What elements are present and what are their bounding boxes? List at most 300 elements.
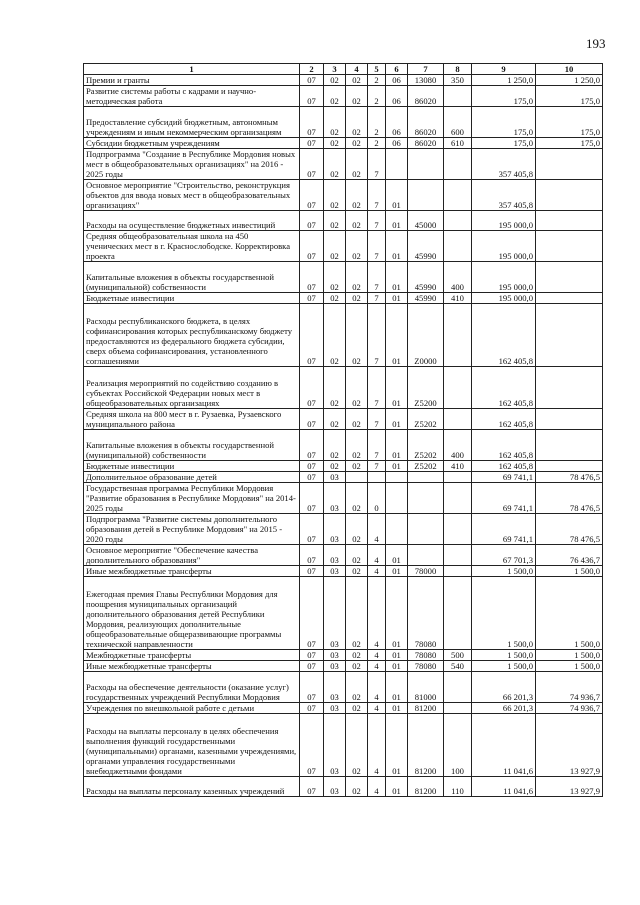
row-cell-c8: [444, 672, 472, 703]
row-cell-c3: 02: [324, 231, 346, 262]
row-cell-c8: [444, 149, 472, 180]
row-cell-c6: 01: [386, 293, 408, 304]
column-header-4: 4: [346, 64, 368, 75]
table-row: [84, 138, 603, 149]
row-cell-c8: [444, 180, 472, 211]
row-cell-c4: 02: [346, 262, 368, 293]
row-cell-c6: 06: [386, 75, 408, 86]
row-cell-c2: 07: [300, 703, 324, 714]
row-cell-c2: 07: [300, 231, 324, 262]
row-cell-c8: [444, 514, 472, 545]
row-name-cell: Реализация мероприятий по содействию созданию в субъектах Российской Федерации новых мест в общеобразовательных организациях: [84, 367, 300, 409]
row-cell-v10: [536, 367, 603, 409]
row-cell-c5: 7: [368, 367, 386, 409]
row-cell-c3: 02: [324, 75, 346, 86]
row-name-cell: Подпрограмма "Создание в Республике Мордовия новых мест в общеобразовательных организациях" на 2016 - 2025 годы: [84, 149, 300, 180]
row-cell-v10: [536, 180, 603, 211]
table-row: [84, 545, 603, 566]
row-cell-v10: [536, 293, 603, 304]
row-cell-v10: 78 476,5: [536, 514, 603, 545]
row-cell-c8: [444, 86, 472, 107]
row-cell-c5: 7: [368, 293, 386, 304]
row-cell-c8: [444, 545, 472, 566]
column-header-6: 6: [386, 64, 408, 75]
row-cell-c5: 7: [368, 304, 386, 367]
row-cell-c5: [368, 472, 386, 483]
row-name-cell: Предоставление субсидий бюджетным, автономным учреждениям и иным некоммерческим организациям: [84, 107, 300, 138]
table-row: [84, 149, 603, 180]
row-cell-c6: 01: [386, 672, 408, 703]
row-cell-c8: 350: [444, 75, 472, 86]
row-cell-c7: 78000: [408, 566, 444, 577]
row-cell-c8: [444, 231, 472, 262]
table-row: [84, 367, 603, 409]
row-cell-v10: 13 927,9: [536, 714, 603, 777]
page-number: 193: [586, 36, 606, 51]
row-cell-c7: [408, 545, 444, 566]
row-cell-c3: 03: [324, 650, 346, 661]
row-cell-c7: 45990: [408, 293, 444, 304]
column-header-1: 1: [84, 64, 300, 75]
row-cell-c6: 06: [386, 138, 408, 149]
row-cell-c2: 07: [300, 149, 324, 180]
row-cell-c6: [386, 149, 408, 180]
row-cell-c3: 02: [324, 304, 346, 367]
row-cell-c8: 610: [444, 138, 472, 149]
row-cell-c6: 01: [386, 566, 408, 577]
row-cell-c7: [408, 472, 444, 483]
table-row: [84, 472, 603, 483]
row-cell-c2: 07: [300, 661, 324, 672]
row-cell-c4: 02: [346, 231, 368, 262]
row-cell-v9: 1 500,0: [472, 566, 536, 577]
table-row: [84, 262, 603, 293]
row-cell-c4: 02: [346, 367, 368, 409]
row-cell-c4: 02: [346, 650, 368, 661]
row-cell-c4: 02: [346, 86, 368, 107]
row-cell-c7: 13080: [408, 75, 444, 86]
row-cell-c4: 02: [346, 430, 368, 461]
row-cell-c5: 4: [368, 703, 386, 714]
row-cell-c5: 7: [368, 211, 386, 231]
row-cell-v10: 78 476,5: [536, 472, 603, 483]
row-cell-v9: 69 741,1: [472, 483, 536, 514]
row-cell-c5: 2: [368, 107, 386, 138]
row-cell-c8: [444, 483, 472, 514]
row-cell-v10: 175,0: [536, 107, 603, 138]
row-cell-v10: [536, 211, 603, 231]
row-cell-v9: 357 405,8: [472, 180, 536, 211]
row-cell-c6: 01: [386, 714, 408, 777]
row-cell-c6: 06: [386, 86, 408, 107]
table-row: [84, 430, 603, 461]
row-name-cell: Расходы на выплаты персоналу в целях обеспечения выполнения функций государственными (муниципальными) органами, казенными учреждениями, органами управления государственными внебюджетными фондами: [84, 714, 300, 777]
row-name-cell: Капитальные вложения в объекты государственной (муниципальной) собственности: [84, 262, 300, 293]
table-row: [84, 304, 603, 367]
row-cell-c4: 02: [346, 545, 368, 566]
row-cell-c2: 07: [300, 430, 324, 461]
row-name-cell: Капитальные вложения в объекты государственной (муниципальной) собственности: [84, 430, 300, 461]
row-cell-c6: [386, 472, 408, 483]
row-cell-c5: 4: [368, 577, 386, 650]
row-cell-c2: 07: [300, 672, 324, 703]
table-row: [84, 409, 603, 430]
row-cell-c6: 01: [386, 777, 408, 797]
column-header-7: 7: [408, 64, 444, 75]
row-cell-c3: 03: [324, 714, 346, 777]
row-cell-c5: 4: [368, 661, 386, 672]
row-cell-c3: 02: [324, 430, 346, 461]
row-cell-v10: [536, 262, 603, 293]
row-cell-c2: 07: [300, 180, 324, 211]
row-cell-c4: [346, 472, 368, 483]
row-cell-c4: 02: [346, 180, 368, 211]
row-name-cell: Премии и гранты: [84, 75, 300, 86]
row-cell-v9: 67 701,3: [472, 545, 536, 566]
row-cell-c7: Z5202: [408, 461, 444, 472]
row-cell-c5: 7: [368, 430, 386, 461]
row-cell-c2: 07: [300, 262, 324, 293]
row-cell-v9: 175,0: [472, 86, 536, 107]
row-cell-c4: 02: [346, 461, 368, 472]
row-cell-v9: 175,0: [472, 107, 536, 138]
table-row: [84, 577, 603, 650]
row-cell-c5: 7: [368, 149, 386, 180]
row-cell-v9: 175,0: [472, 138, 536, 149]
table-row: [84, 661, 603, 672]
row-cell-c5: 4: [368, 545, 386, 566]
row-cell-c6: 01: [386, 461, 408, 472]
row-cell-c4: 02: [346, 75, 368, 86]
table-row: [84, 703, 603, 714]
row-cell-v9: 162 405,8: [472, 304, 536, 367]
row-cell-c8: 600: [444, 107, 472, 138]
row-cell-c3: 02: [324, 367, 346, 409]
row-cell-c4: 02: [346, 566, 368, 577]
row-cell-v9: 1 500,0: [472, 661, 536, 672]
row-name-cell: Иные межбюджетные трансферты: [84, 566, 300, 577]
row-cell-c5: 7: [368, 409, 386, 430]
row-cell-c8: 110: [444, 777, 472, 797]
row-cell-v10: [536, 149, 603, 180]
row-cell-v10: 74 936,7: [536, 703, 603, 714]
row-cell-c4: 02: [346, 409, 368, 430]
row-cell-c6: 01: [386, 180, 408, 211]
row-cell-c2: 07: [300, 409, 324, 430]
row-cell-v9: 162 405,8: [472, 409, 536, 430]
row-cell-c2: 07: [300, 514, 324, 545]
row-cell-v10: 175,0: [536, 138, 603, 149]
row-cell-c6: 01: [386, 262, 408, 293]
row-cell-c7: [408, 514, 444, 545]
row-cell-c8: 400: [444, 430, 472, 461]
row-cell-c6: 01: [386, 430, 408, 461]
column-header-10: 10: [536, 64, 603, 75]
row-cell-c2: 07: [300, 86, 324, 107]
row-cell-c8: [444, 304, 472, 367]
table-row: [84, 714, 603, 777]
column-header-2: 2: [300, 64, 324, 75]
row-cell-c7: Z5200: [408, 367, 444, 409]
table-row: [84, 86, 603, 107]
row-cell-c7: Z0000: [408, 304, 444, 367]
row-cell-c6: 01: [386, 661, 408, 672]
row-cell-v9: 162 405,8: [472, 367, 536, 409]
row-cell-c2: 07: [300, 777, 324, 797]
row-cell-c6: 01: [386, 703, 408, 714]
row-cell-c6: 06: [386, 107, 408, 138]
row-cell-c7: 45990: [408, 262, 444, 293]
row-cell-c4: 02: [346, 211, 368, 231]
row-cell-c8: 500: [444, 650, 472, 661]
row-cell-c2: 07: [300, 566, 324, 577]
row-cell-c3: 03: [324, 661, 346, 672]
row-cell-c3: 03: [324, 514, 346, 545]
row-cell-v9: 357 405,8: [472, 149, 536, 180]
row-name-cell: Средняя общеобразовательная школа на 450 ученических мест в г. Краснослободске. Корректировка проекта: [84, 231, 300, 262]
column-header-8: 8: [444, 64, 472, 75]
row-cell-c4: 02: [346, 514, 368, 545]
row-name-cell: Учреждения по внешкольной работе с детьми: [84, 703, 300, 714]
row-cell-c5: 7: [368, 262, 386, 293]
row-cell-c6: 01: [386, 409, 408, 430]
row-name-cell: Иные межбюджетные трансферты: [84, 661, 300, 672]
table-body: [84, 75, 603, 797]
row-cell-c7: 45990: [408, 231, 444, 262]
row-cell-v10: 175,0: [536, 86, 603, 107]
row-cell-c5: 2: [368, 138, 386, 149]
row-cell-c4: 02: [346, 703, 368, 714]
row-name-cell: Государственная программа Республики Мордовия "Развитие образования в Республике Мордовия" на 2014-2025 годы: [84, 483, 300, 514]
row-cell-v9: 195 000,0: [472, 231, 536, 262]
row-cell-v9: 69 741,1: [472, 472, 536, 483]
table-row: [84, 231, 603, 262]
table-row: [84, 777, 603, 797]
row-cell-c4: 02: [346, 672, 368, 703]
row-cell-c2: 07: [300, 107, 324, 138]
row-name-cell: Бюджетные инвестиции: [84, 461, 300, 472]
row-cell-c6: 01: [386, 367, 408, 409]
row-cell-v9: 195 000,0: [472, 293, 536, 304]
table-row: [84, 461, 603, 472]
row-cell-c3: 02: [324, 138, 346, 149]
row-name-cell: Развитие системы работы с кадрами и научно-методическая работа: [84, 86, 300, 107]
row-cell-c6: 01: [386, 650, 408, 661]
row-cell-c3: 02: [324, 180, 346, 211]
row-cell-v10: 74 936,7: [536, 672, 603, 703]
row-cell-c7: [408, 180, 444, 211]
row-cell-c2: 07: [300, 545, 324, 566]
row-cell-v9: 162 405,8: [472, 461, 536, 472]
row-cell-c5: 2: [368, 86, 386, 107]
table-row: [84, 211, 603, 231]
row-cell-v10: [536, 461, 603, 472]
row-cell-c3: 02: [324, 293, 346, 304]
row-cell-c2: 07: [300, 293, 324, 304]
row-cell-c6: 01: [386, 211, 408, 231]
table-row: [84, 483, 603, 514]
row-cell-v9: 69 741,1: [472, 514, 536, 545]
header-row: [84, 64, 603, 75]
row-cell-c3: 02: [324, 107, 346, 138]
column-header-5: 5: [368, 64, 386, 75]
row-cell-c6: 01: [386, 577, 408, 650]
row-name-cell: Расходы на обеспечение деятельности (оказание услуг) государственных учреждений Республики Мордовия: [84, 672, 300, 703]
row-cell-c4: 02: [346, 149, 368, 180]
row-name-cell: Подпрограмма "Развитие системы дополнительного образования детей в Республике Мордовия" на 2015 - 2020 годы: [84, 514, 300, 545]
row-cell-c2: 07: [300, 483, 324, 514]
row-cell-v9: 11 041,6: [472, 714, 536, 777]
row-cell-c3: 03: [324, 672, 346, 703]
row-name-cell: Межбюджетные трансферты: [84, 650, 300, 661]
row-cell-v9: 1 500,0: [472, 650, 536, 661]
row-cell-v10: 1 250,0: [536, 75, 603, 86]
row-cell-v10: 1 500,0: [536, 566, 603, 577]
row-cell-c7: [408, 483, 444, 514]
row-cell-c7: 81200: [408, 777, 444, 797]
table-row: [84, 293, 603, 304]
row-cell-c4: 02: [346, 714, 368, 777]
row-cell-c6: [386, 483, 408, 514]
row-cell-c4: 02: [346, 577, 368, 650]
row-cell-v9: 195 000,0: [472, 262, 536, 293]
row-cell-v9: 11 041,6: [472, 777, 536, 797]
row-cell-c6: 01: [386, 231, 408, 262]
row-cell-c3: 03: [324, 777, 346, 797]
row-cell-c4: 02: [346, 777, 368, 797]
row-cell-c2: 07: [300, 75, 324, 86]
row-cell-c7: 81000: [408, 672, 444, 703]
row-cell-c7: 45000: [408, 211, 444, 231]
row-name-cell: Субсидии бюджетным учреждениям: [84, 138, 300, 149]
row-cell-c7: 81200: [408, 714, 444, 777]
row-name-cell: Основное мероприятие "Строительство, реконструкция объектов для ввода новых мест в общеобразовательных организациях": [84, 180, 300, 211]
row-cell-c3: 02: [324, 461, 346, 472]
row-cell-c7: 86020: [408, 86, 444, 107]
row-cell-c5: 4: [368, 672, 386, 703]
row-cell-c4: 02: [346, 483, 368, 514]
row-cell-c3: 03: [324, 472, 346, 483]
row-cell-v9: 1 500,0: [472, 577, 536, 650]
row-cell-c8: [444, 472, 472, 483]
row-cell-c8: [444, 566, 472, 577]
table-row: [84, 566, 603, 577]
table-row: [84, 75, 603, 86]
row-cell-v10: 1 500,0: [536, 661, 603, 672]
row-cell-v10: [536, 304, 603, 367]
row-cell-c8: 100: [444, 714, 472, 777]
row-cell-v10: 78 476,5: [536, 483, 603, 514]
row-cell-v10: 1 500,0: [536, 650, 603, 661]
row-cell-c5: 4: [368, 777, 386, 797]
row-cell-c2: 07: [300, 304, 324, 367]
row-cell-c5: 2: [368, 75, 386, 86]
table-row: [84, 672, 603, 703]
row-cell-c8: 410: [444, 461, 472, 472]
table-row: [84, 514, 603, 545]
row-cell-c4: 02: [346, 661, 368, 672]
row-cell-c3: 03: [324, 545, 346, 566]
row-cell-c5: 4: [368, 514, 386, 545]
table-row: [84, 180, 603, 211]
row-cell-c7: 81200: [408, 703, 444, 714]
row-cell-c8: [444, 577, 472, 650]
row-cell-c8: 400: [444, 262, 472, 293]
row-name-cell: Основное мероприятие "Обеспечение качества дополнительного образования": [84, 545, 300, 566]
row-cell-c5: 4: [368, 566, 386, 577]
row-cell-c4: 02: [346, 107, 368, 138]
row-cell-c2: 07: [300, 472, 324, 483]
budget-table: [83, 63, 603, 797]
row-cell-c2: 07: [300, 138, 324, 149]
row-cell-c6: [386, 514, 408, 545]
row-cell-c5: 7: [368, 180, 386, 211]
row-cell-c8: [444, 409, 472, 430]
row-cell-c8: [444, 367, 472, 409]
row-cell-c5: 4: [368, 714, 386, 777]
row-cell-c3: 02: [324, 262, 346, 293]
row-cell-c2: 07: [300, 577, 324, 650]
row-cell-v10: [536, 409, 603, 430]
row-cell-c2: 07: [300, 650, 324, 661]
row-cell-v10: 1 500,0: [536, 577, 603, 650]
row-cell-c3: 03: [324, 703, 346, 714]
row-cell-v10: 76 436,7: [536, 545, 603, 566]
row-name-cell: Дополнительное образование детей: [84, 472, 300, 483]
row-cell-c7: Z5202: [408, 409, 444, 430]
row-cell-c7: 78080: [408, 661, 444, 672]
row-cell-c7: [408, 149, 444, 180]
row-cell-c4: 02: [346, 293, 368, 304]
row-cell-c5: 7: [368, 461, 386, 472]
row-cell-c3: 03: [324, 483, 346, 514]
row-cell-c6: 01: [386, 545, 408, 566]
row-name-cell: Бюджетные инвестиции: [84, 293, 300, 304]
row-cell-c2: 07: [300, 211, 324, 231]
row-cell-c7: 78080: [408, 650, 444, 661]
row-cell-c3: 02: [324, 149, 346, 180]
row-cell-c7: 86020: [408, 107, 444, 138]
row-name-cell: Расходы на осуществление бюджетных инвестиций: [84, 211, 300, 231]
row-cell-c7: Z5202: [408, 430, 444, 461]
row-cell-c8: [444, 211, 472, 231]
row-cell-c8: 410: [444, 293, 472, 304]
row-name-cell: Расходы на выплаты персоналу казенных учреждений: [84, 777, 300, 797]
row-cell-c3: 02: [324, 211, 346, 231]
row-cell-c5: 0: [368, 483, 386, 514]
row-cell-c2: 07: [300, 367, 324, 409]
row-cell-v10: [536, 231, 603, 262]
row-cell-c3: 03: [324, 566, 346, 577]
row-cell-c6: 01: [386, 304, 408, 367]
row-name-cell: Расходы республиканского бюджета, в целях софинансирования которых республиканскому бюджету предоставляются из федерального бюджета субсидии, сверх объема софинансирования, установленного соглашениями: [84, 304, 300, 367]
row-name-cell: Средняя школа на 800 мест в г. Рузаевка, Рузаевского муниципального района: [84, 409, 300, 430]
row-cell-v10: 13 927,9: [536, 777, 603, 797]
row-cell-v9: 66 201,3: [472, 672, 536, 703]
table-row: [84, 107, 603, 138]
row-cell-c2: 07: [300, 461, 324, 472]
row-cell-v9: 162 405,8: [472, 430, 536, 461]
row-cell-c3: 02: [324, 409, 346, 430]
row-cell-v9: 1 250,0: [472, 75, 536, 86]
row-cell-c3: 02: [324, 86, 346, 107]
row-cell-c5: 4: [368, 650, 386, 661]
row-cell-c2: 07: [300, 714, 324, 777]
row-cell-c4: 02: [346, 304, 368, 367]
column-header-3: 3: [324, 64, 346, 75]
row-cell-c7: 78080: [408, 577, 444, 650]
row-cell-c8: 540: [444, 661, 472, 672]
